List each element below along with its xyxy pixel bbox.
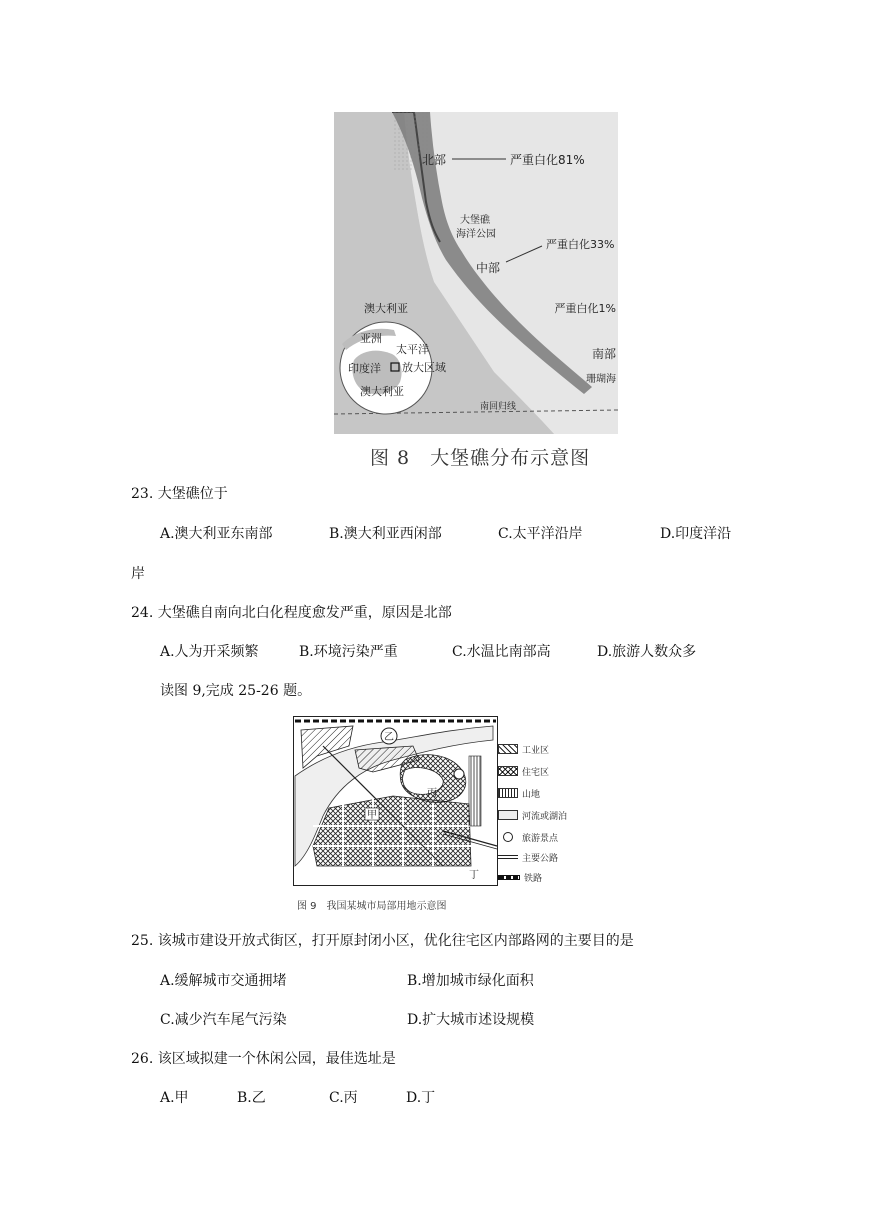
fig9-label-bing: 丙 (427, 788, 437, 799)
label-pacific: 太平洋 (396, 343, 429, 356)
label-north-bleach: 严重白化81% (510, 153, 585, 167)
label-middle-bleach: 严重白化33% (546, 238, 615, 251)
q24-option-a: A.人为开采频繁 (160, 644, 259, 660)
q24-option-c: C.水温比南部高 (452, 644, 551, 660)
label-enlarge-area: 放大区域 (402, 361, 446, 374)
q23-option-c: C.太平洋沿岸 (498, 526, 583, 542)
q25-option-a: A.缓解城市交通拥堵 (160, 973, 287, 989)
fig9-label-yi: 乙 (384, 732, 394, 743)
legend-industrial (498, 742, 549, 756)
legend-water (498, 808, 567, 822)
legend-swatch-water (498, 810, 518, 820)
label-park-line2: 海洋公园 (456, 229, 496, 240)
figure-9-caption: 图 9 我国某城市局部用地示意图 (297, 901, 447, 912)
label-australia: 澳大利亚 (364, 302, 408, 315)
q23-option-a: A.澳大利亚东南部 (160, 526, 273, 542)
label-coral-sea: 珊瑚海 (586, 374, 616, 385)
label-tropic: 南回归线 (480, 402, 517, 412)
label-north: 北部 (422, 153, 447, 167)
fig9-label-ding: 丁 (469, 870, 479, 881)
label-inset-australia: 澳大利亚 (360, 385, 404, 398)
legend-swatch-residential (498, 766, 518, 776)
legend-swatch-industrial (498, 744, 518, 754)
label-south: 南部 (591, 347, 616, 361)
legend-label-mountain: 山地 (522, 789, 541, 800)
q26-option-d: D.丁 (406, 1090, 436, 1106)
label-middle: 中部 (476, 261, 501, 275)
intro-25-26: 读图 9,完成 25-26 题。 (160, 683, 312, 699)
q25-option-d: D.扩大城市述设规模 (407, 1012, 535, 1028)
legend-swatch-road (498, 855, 518, 859)
legend-label-residential: 住宅区 (522, 767, 550, 778)
legend-label-industrial: 工业区 (522, 745, 550, 756)
q23-option-d-wrap: 岸 (131, 566, 145, 582)
label-asia: 亚洲 (360, 332, 382, 345)
legend-main-road (498, 850, 558, 864)
legend-swatch-railway (498, 875, 520, 880)
q24-stem: 24. 大堡礁自南向北白化程度愈发严重，原因是北部 (131, 605, 452, 621)
legend-swatch-mountain (498, 788, 518, 798)
figure-9-city-land-use-map (293, 716, 498, 886)
q25-option-c: C.减少汽车尾气污染 (160, 1012, 287, 1028)
label-south-bleach: 严重白化1% (554, 302, 616, 315)
q23-option-d: D.印度洋沿 (660, 526, 732, 542)
legend-scenic-spot (498, 830, 558, 844)
q24-option-b: B.环境污染严重 (299, 644, 398, 660)
q24-option-d: D.旅游人数众多 (597, 644, 697, 660)
label-park-line1: 大堡礁 (460, 215, 490, 226)
legend-mountain (498, 786, 540, 800)
q25-option-b: B.增加城市绿化面积 (407, 973, 534, 989)
q26-option-c: C.丙 (329, 1090, 358, 1106)
label-indian-ocean: 印度洋 (348, 362, 381, 375)
legend-label-railway: 铁路 (524, 873, 543, 884)
legend-label-water: 河流或湖泊 (522, 811, 568, 822)
q23-stem: 23. 大堡礁位于 (131, 486, 228, 502)
q23-option-b: B.澳大利亚西闲部 (329, 526, 442, 542)
legend-swatch-scenic (498, 832, 518, 842)
legend-label-road: 主要公路 (522, 853, 559, 864)
figure-8-caption: 图 8 大堡礁分布示意图 (370, 447, 591, 469)
legend-railway (498, 870, 542, 884)
q25-stem: 25. 该城市建设开放式街区，打开原封闭小区，优化往宅区内部路网的主要目的是 (131, 933, 634, 949)
q26-option-b: B.乙 (237, 1090, 266, 1106)
q26-option-a: A.甲 (160, 1090, 189, 1106)
fig9-label-jia: 甲 (367, 810, 377, 821)
figure-8-great-barrier-reef-map (334, 112, 618, 434)
legend-residential (498, 764, 549, 778)
legend-label-scenic: 旅游景点 (522, 833, 559, 844)
q26-stem: 26. 该区域拟建一个休闲公园，最佳选址是 (131, 1051, 396, 1067)
